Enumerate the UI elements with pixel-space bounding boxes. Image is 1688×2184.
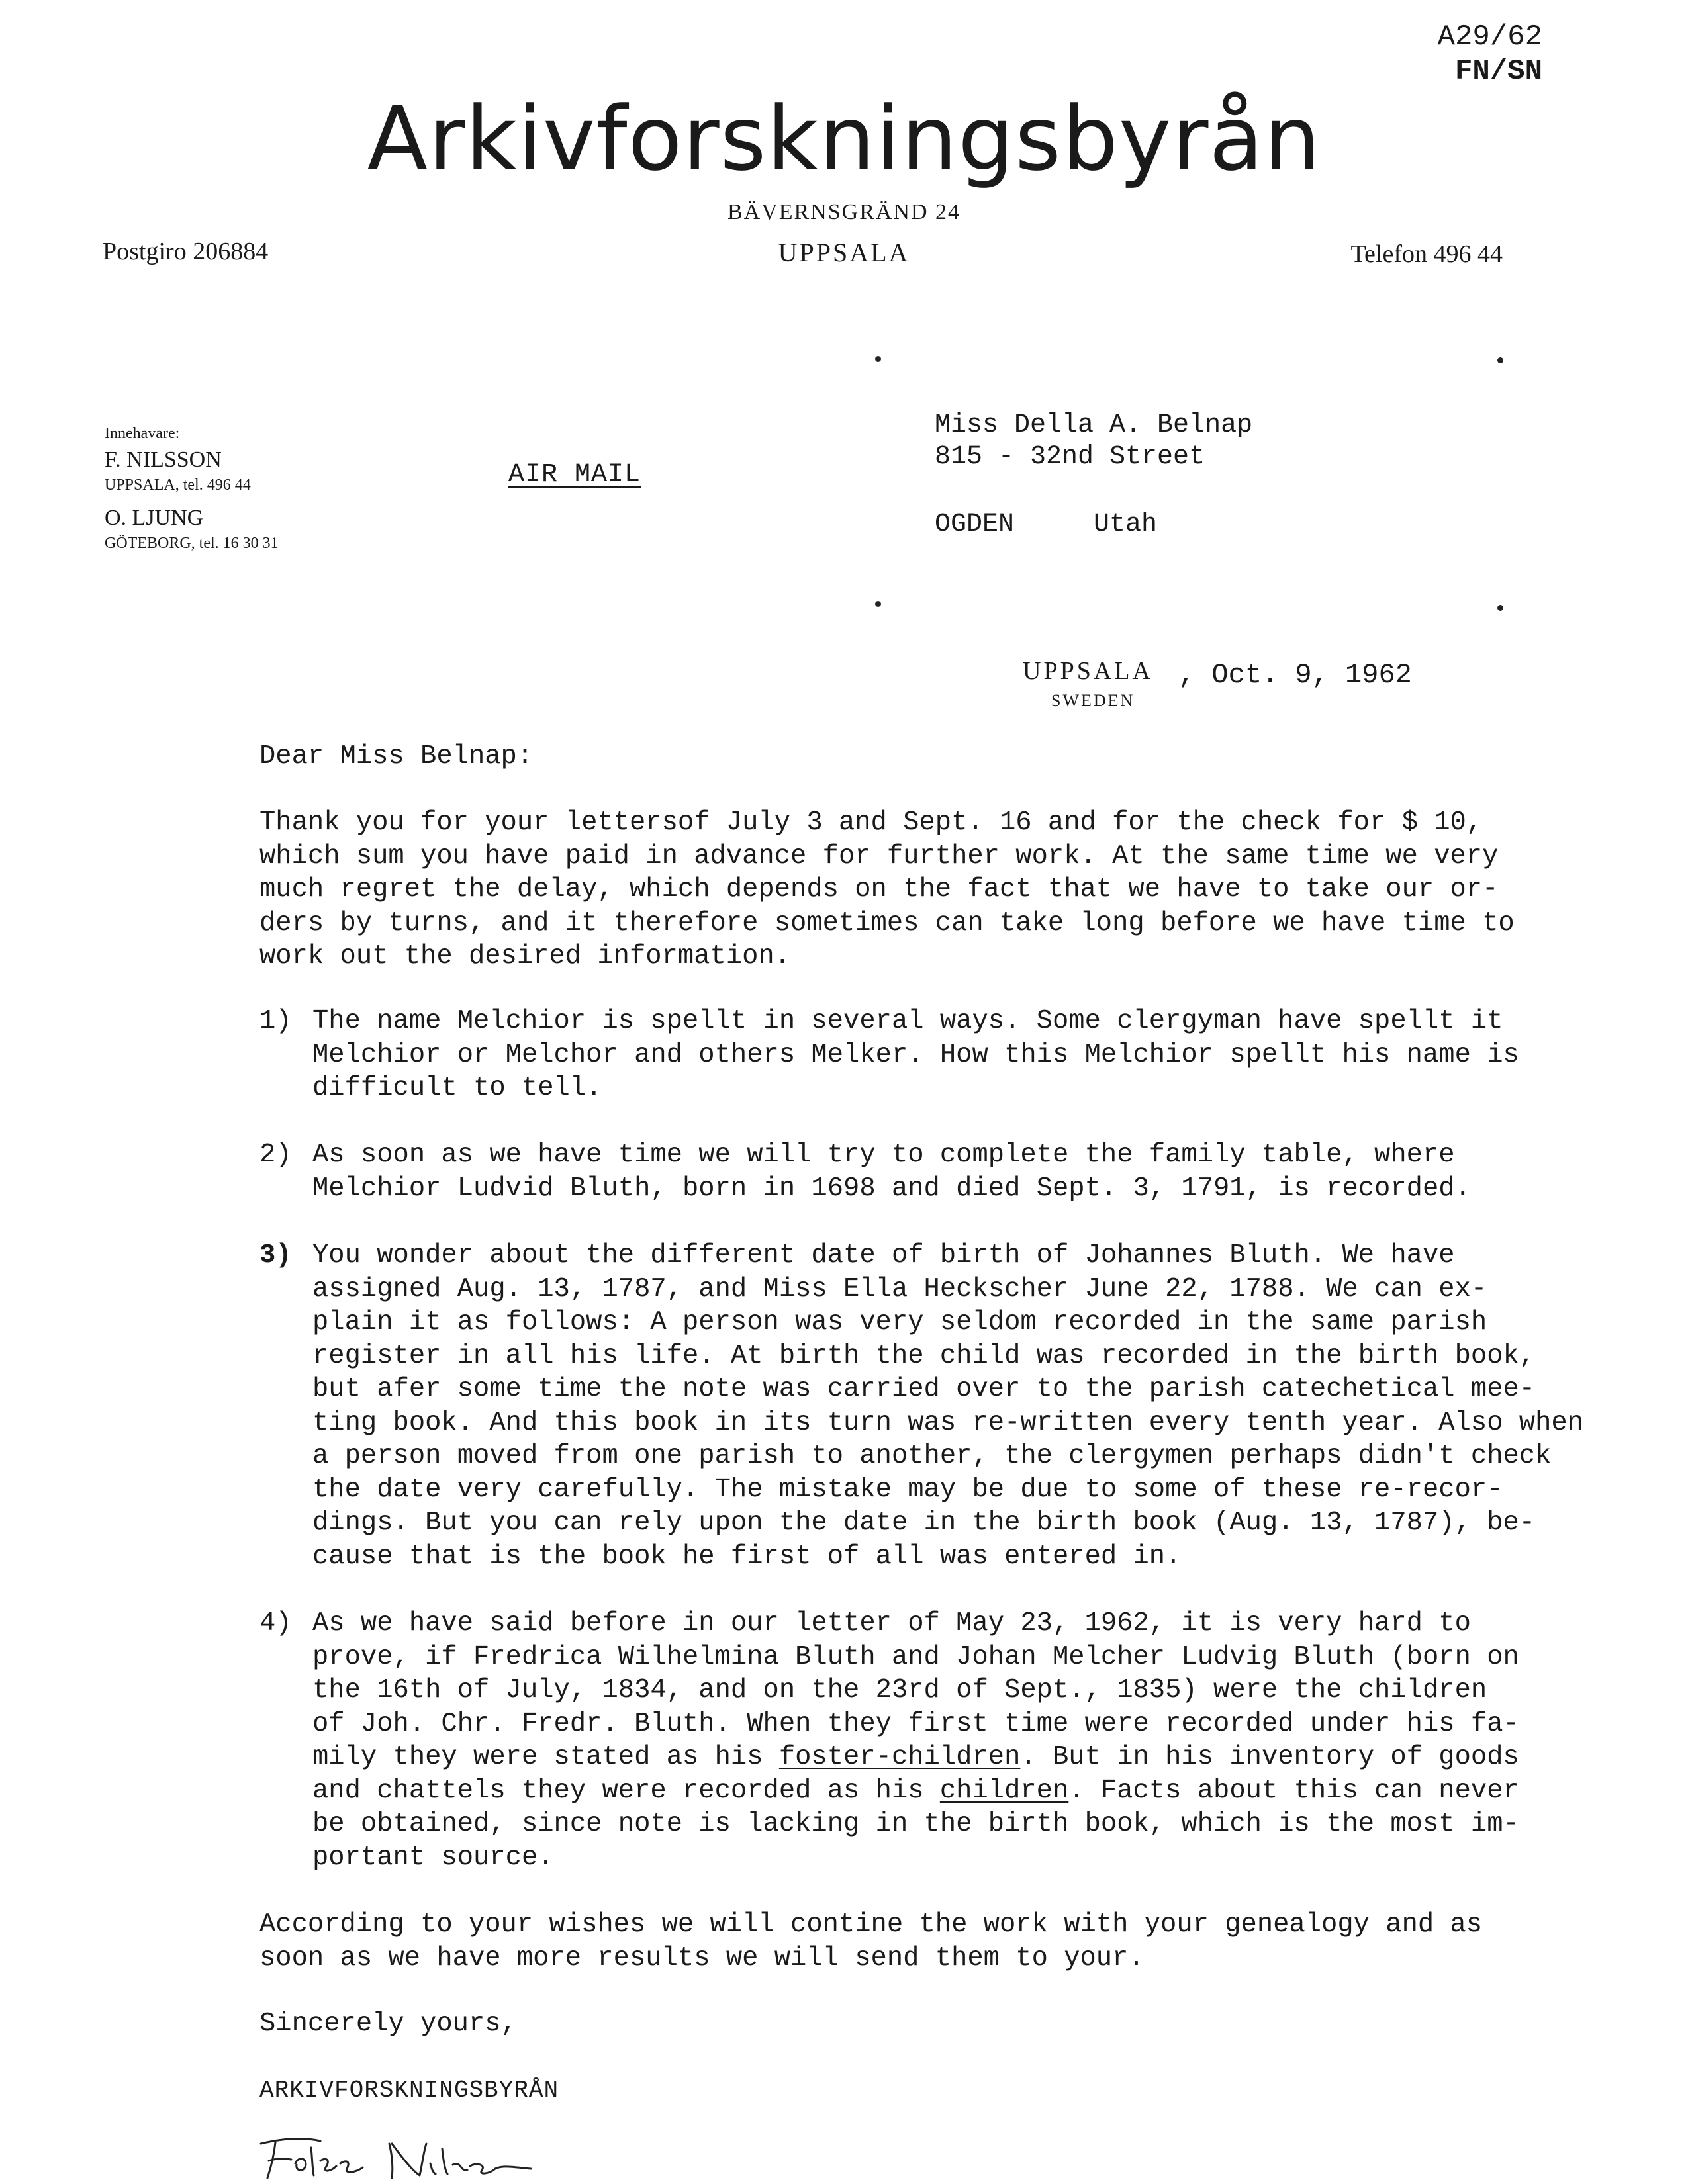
- item-number: 3): [259, 1240, 292, 1271]
- handwritten-signature: [257, 2134, 535, 2184]
- file-reference: [1438, 20, 1542, 89]
- item-line-part: and chattels they were recorded as his: [312, 1775, 940, 1806]
- item-line-part: mily they were stated as his: [312, 1742, 779, 1772]
- item-number: 4): [259, 1608, 292, 1639]
- recipient-city: OGDEN: [935, 510, 1015, 539]
- underlined-term: foster-children: [778, 1742, 1021, 1772]
- owner-1-name: F. NILSSON: [105, 447, 222, 472]
- item-number: 2): [259, 1140, 292, 1170]
- recipient-street: 815 - 32nd Street: [935, 442, 1205, 472]
- underlined-term: children: [939, 1775, 1069, 1806]
- telephone-number: Telefon 496 44: [1350, 240, 1503, 268]
- address-street: BÄVERNSGRÄND 24: [727, 200, 961, 224]
- owners-label: Innehavare:: [105, 425, 180, 442]
- item-line-part: . Facts about this can never: [1068, 1775, 1519, 1806]
- item-line: portant source.: [312, 1842, 554, 1873]
- air-mail-label: AIR MAIL: [508, 460, 641, 490]
- address-city: UPPSALA: [778, 238, 910, 267]
- letter-date: , Oct. 9, 1962: [1178, 659, 1412, 691]
- dateline-city: UPPSALA: [1023, 657, 1153, 685]
- closing-paragraph: According to your wishes we will contine the work with your genealogy and as soon as we have more results we will send them to your.: [259, 1909, 1483, 1974]
- item-text: As soon as we have time we will try to complete the family table, where Melchior Ludvid Bluth, born in 1698 and died Sept. 3, 1791, is recorded.: [312, 1140, 1471, 1204]
- file-ref-initials: FN/SN: [1454, 55, 1542, 88]
- window-corner-dot: [875, 356, 881, 362]
- owner-1-location: UPPSALA, tel. 496 44: [105, 477, 251, 494]
- item-number: 1): [259, 1006, 292, 1036]
- owner-2-location: GÖTEBORG, tel. 16 30 31: [105, 535, 279, 552]
- window-corner-dot: [875, 601, 881, 607]
- sign-off: Sincerely yours,: [259, 2009, 517, 2039]
- item-text: [312, 1607, 1519, 1874]
- item-line: of Joh. Chr. Fredr. Bluth. When they first time were recorded under his fa-: [312, 1708, 1519, 1739]
- recipient-state: Utah: [1094, 510, 1158, 539]
- item-text: You wonder about the different date of birth of Johannes Bluth. We have assigned Aug. 13, 1787, and Miss Ella Heckscher June 22, 1788. We can ex- plain it as follows: A person was very seldom recorded in the same parish register in all his life. At birth the child was recorded in the birth book, but afer some time the note was carried over to the parish catechetical mee- ting book. And this book in its turn was re-written every tenth year. Also when a person moved from one parish to another, the clergymen perhaps didn't check the date very carefully. The mistake may be due to some of these re-recor- dings. But you can rely upon the date in the birth book (Aug. 13, 1787), be- cause that is the book he first of all was entered in.: [312, 1240, 1584, 1572]
- window-corner-dot: [1497, 605, 1503, 611]
- owner-2-name: O. LJUNG: [105, 506, 204, 530]
- intro-paragraph: Thank you for your lettersof July 3 and Sept. 16 and for the check for $ 10, which sum you have paid in advance for further work. At the same time we very much regret the delay, which depends on the fact that we have to take our or- ders by turns, and it therefore sometimes can take long before we have time to work out the desired information.: [259, 807, 1515, 972]
- window-corner-dot: [1497, 357, 1503, 363]
- recipient-name: Miss Della A. Belnap: [935, 410, 1253, 440]
- item-line: prove, if Fredrica Wilhelmina Bluth and Johan Melcher Ludvig Bluth (born on: [312, 1641, 1519, 1672]
- postgiro-number: Postgiro 206884: [103, 238, 269, 265]
- file-ref-number: A29/62: [1437, 21, 1542, 54]
- company-name: Arkivforskningsbyrån: [367, 87, 1321, 191]
- item-line-part: . But in his inventory of goods: [1020, 1742, 1519, 1772]
- signer-company: ARKIVFORSKNINGSBYRÅN: [259, 2077, 559, 2104]
- item-text: The name Melchior is spellt in several ways. Some clergyman have spellt it Melchior or Melchor and others Melker. How this Melchior spellt his name is difficult to tell.: [312, 1006, 1519, 1103]
- salutation: Dear Miss Belnap:: [259, 741, 534, 772]
- dateline-country: SWEDEN: [1051, 691, 1135, 710]
- item-line: the 16th of July, 1834, and on the 23rd of Sept., 1835) were the children: [312, 1675, 1487, 1706]
- item-line: As we have said before in our letter of May 23, 1962, it is very hard to: [312, 1608, 1471, 1639]
- item-line: be obtained, since note is lacking in the birth book, which is the most im-: [312, 1809, 1519, 1839]
